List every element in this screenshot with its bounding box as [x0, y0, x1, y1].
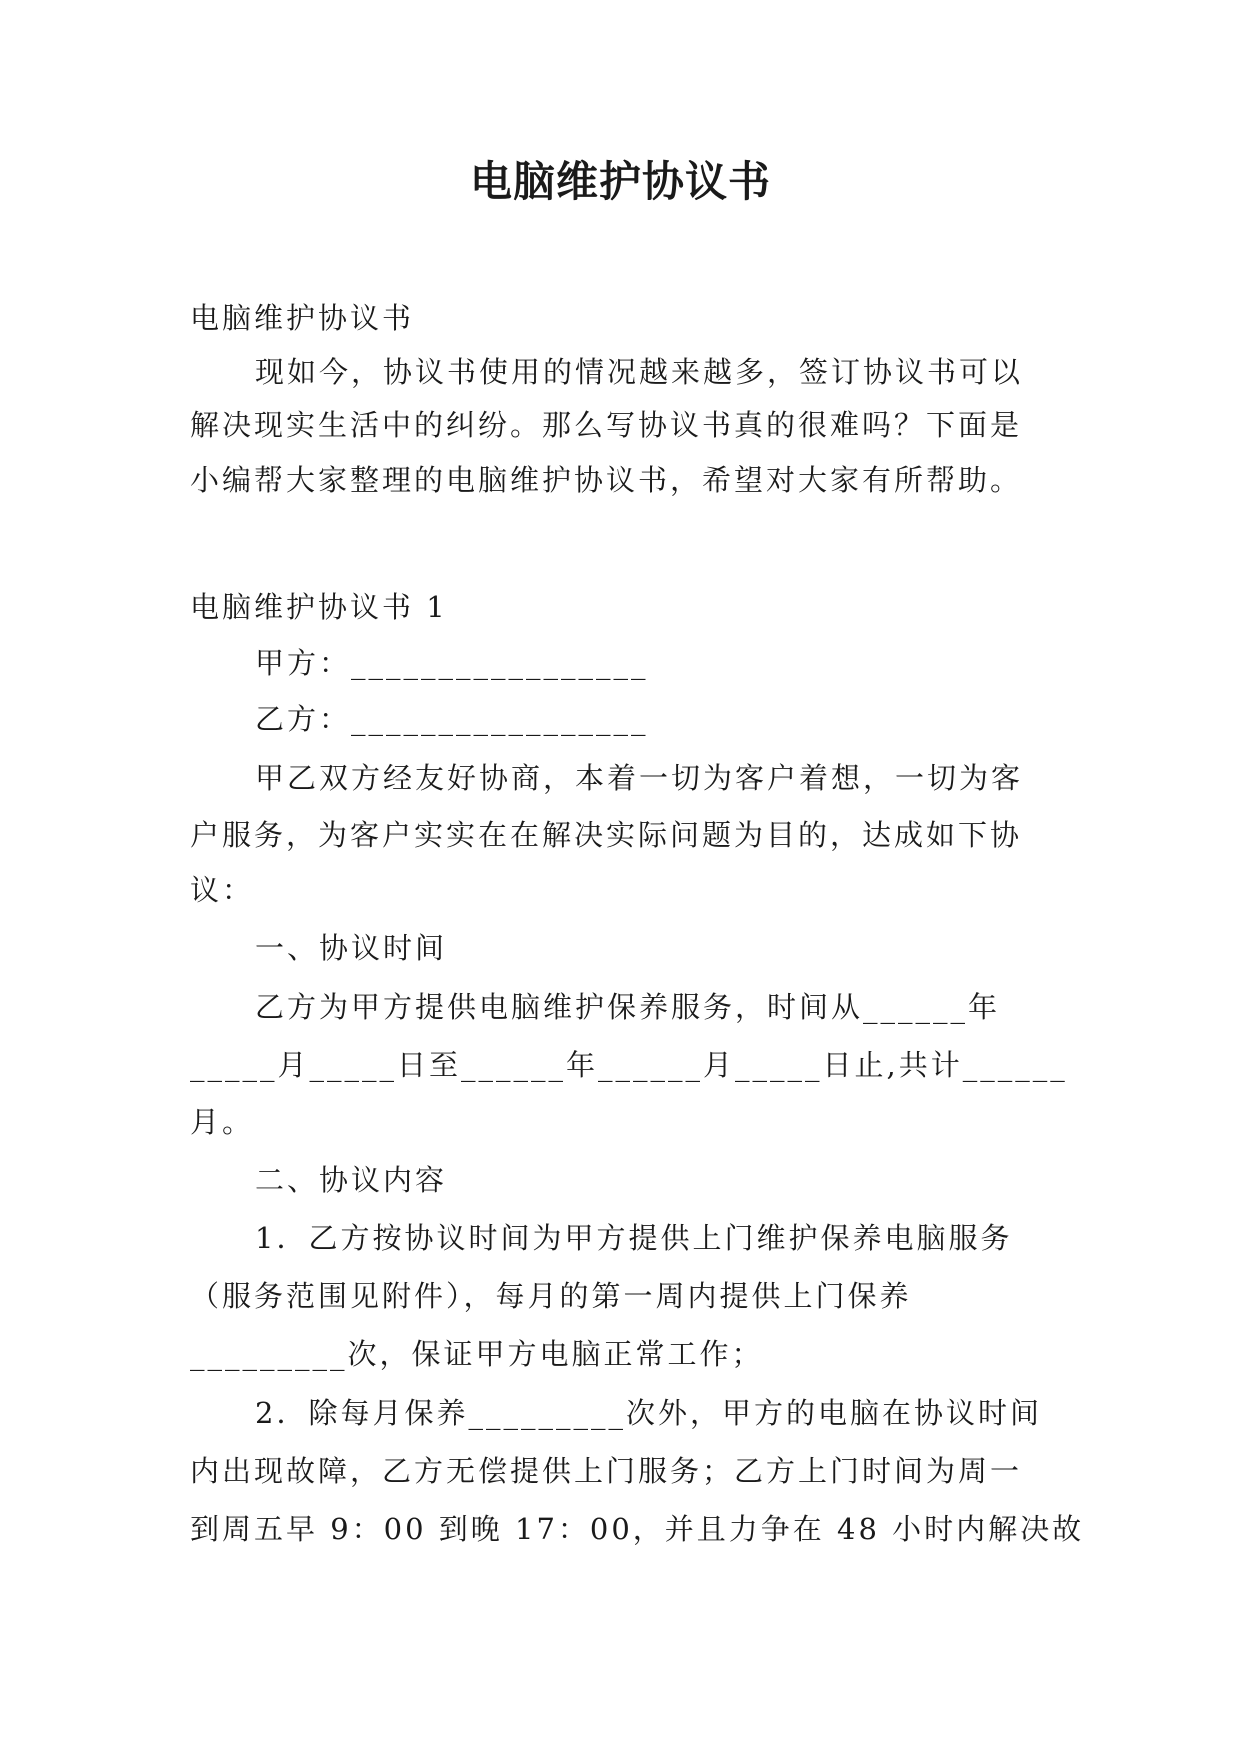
- clause-text-line: （服务范围见附件），每月的第一周内提供上门保养: [190, 1279, 912, 1313]
- intro-paragraph-line: 解决现实生活中的纠纷。那么写协议书真的很难吗？下面是: [190, 408, 1023, 442]
- clause-text-line: 到周五早 9：00 到晚 17：00，并且力争在 48 小时内解决故: [190, 1512, 1085, 1546]
- document-title: 电脑维护协议书: [469, 157, 771, 206]
- clause-text-line: 1．乙方按协议时间为甲方提供上门维护保养电脑服务: [255, 1221, 1013, 1255]
- clause-text-line: _________次，保证甲方电脑正常工作；: [190, 1337, 764, 1371]
- party-a-line: 甲方：_________________: [255, 646, 649, 680]
- intro-paragraph-line: 现如今，协议书使用的情况越来越多，签订协议书可以: [255, 355, 1024, 389]
- clause-text-line: _____月_____日至______年______月_____日止,共计______: [190, 1048, 1068, 1082]
- section-heading: 电脑维护协议书: [190, 301, 415, 335]
- preamble-line: 甲乙双方经友好协商，本着一切为客户着想，一切为客: [255, 761, 1024, 795]
- clause-text-line: 月。: [190, 1105, 255, 1139]
- clause-heading: 二、协议内容: [255, 1163, 448, 1197]
- clause-heading: 一、协议时间: [255, 931, 448, 965]
- party-b-line: 乙方：_________________: [255, 702, 649, 736]
- agreement-heading: 电脑维护协议书 1: [190, 590, 448, 624]
- preamble-line: 户服务，为客户实实在在解决实际问题为目的，达成如下协: [190, 818, 1023, 852]
- intro-paragraph-line: 小编帮大家整理的电脑维护协议书，希望对大家有所帮助。: [190, 463, 1023, 497]
- preamble-line: 议：: [190, 873, 255, 907]
- clause-text-line: 乙方为甲方提供电脑维护保养服务，时间从______年: [255, 990, 1001, 1024]
- clause-text-line: 内出现故障，乙方无偿提供上门服务；乙方上门时间为周一: [190, 1454, 1023, 1488]
- clause-text-line: 2．除每月保养_________次外，甲方的电脑在协议时间: [255, 1396, 1042, 1430]
